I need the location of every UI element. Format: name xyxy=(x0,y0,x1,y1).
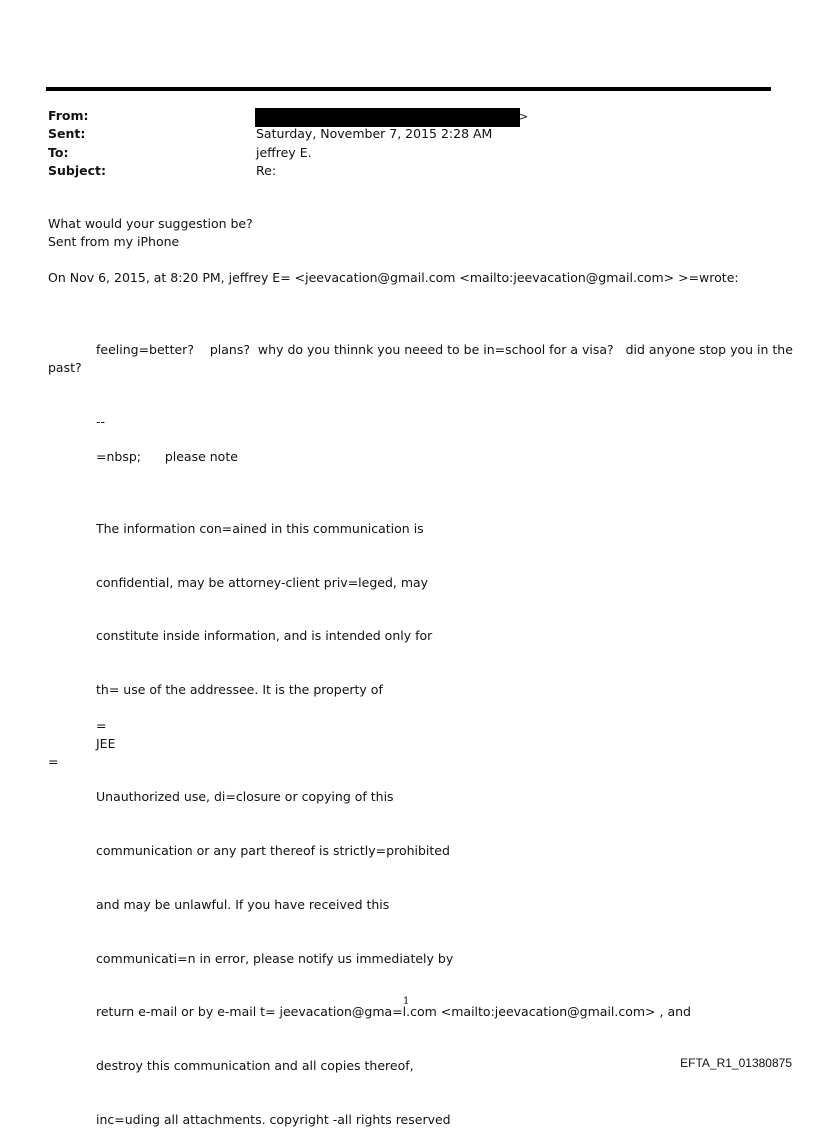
reply-line-1: What would your suggestion be? xyxy=(48,216,253,231)
page-number: 1 xyxy=(403,996,410,1007)
disclaimer-line: JEE xyxy=(96,735,116,751)
header-rule xyxy=(46,87,771,91)
disclaimer-line: constitute inside information, and is intended only for xyxy=(96,628,433,644)
equals-marker: = xyxy=(48,754,59,769)
disclaimer-line: return e-mail or by e-mail t= jeevacation@gma=l.com <mailto:jeevacation@gmail.com> , and xyxy=(96,1004,691,1020)
disclaimer-line: The information con=ained in this communication is xyxy=(96,520,424,536)
redacted-sender xyxy=(255,108,520,127)
quoted-line-2: past? xyxy=(48,360,82,375)
disclaimer-line: destroy this communication and all copies thereof, xyxy=(96,1058,414,1073)
disclaimer-line: Unauthorized use, di=closure or copying of this xyxy=(96,789,394,805)
disclaimer-line: communication or any part thereof is strictly=prohibited xyxy=(96,843,450,859)
from-label: From: xyxy=(48,108,89,123)
disclaimer-line: confidential, may be attorney-client priv=leged, may xyxy=(96,574,429,590)
equals-marker: = xyxy=(96,718,107,733)
sent-label: Sent: xyxy=(48,126,86,141)
to-value: jeffrey E. xyxy=(256,145,312,160)
signature-dash: -- xyxy=(96,414,106,429)
nbsp-note: =nbsp; please note xyxy=(96,449,238,464)
sent-value: Saturday, November 7, 2015 2:28 AM xyxy=(256,126,493,141)
disclaimer-line: inc=uding all attachments. copyright -all rights reserved xyxy=(96,1111,451,1127)
disclaimer-block xyxy=(96,484,691,1147)
disclaimer-line: communicati=n in error, please notify us immediately by xyxy=(96,950,454,966)
quote-intro: On Nov 6, 2015, at 8:20 PM, jeffrey E= <jeevacation@gmail.com <mailto:jeevacation@gmail.com> >=wrote: xyxy=(48,270,739,285)
redaction-tail: > xyxy=(519,110,529,123)
disclaimer-line: and may be unlawful. If you have received this xyxy=(96,896,390,912)
disclaimer-line: th= use of the addressee. It is the property of xyxy=(96,681,383,697)
subject-label: Subject: xyxy=(48,163,106,178)
to-label: To: xyxy=(48,145,69,160)
document-id: EFTA_R1_01380875 xyxy=(680,1056,792,1070)
reply-line-2: Sent from my iPhone xyxy=(48,234,180,249)
subject-value: Re: xyxy=(256,163,277,178)
quoted-line-1: feeling=better? plans? why do you thinnk you neeed to be in=school for a visa? did anyone stop you in the xyxy=(96,342,793,357)
